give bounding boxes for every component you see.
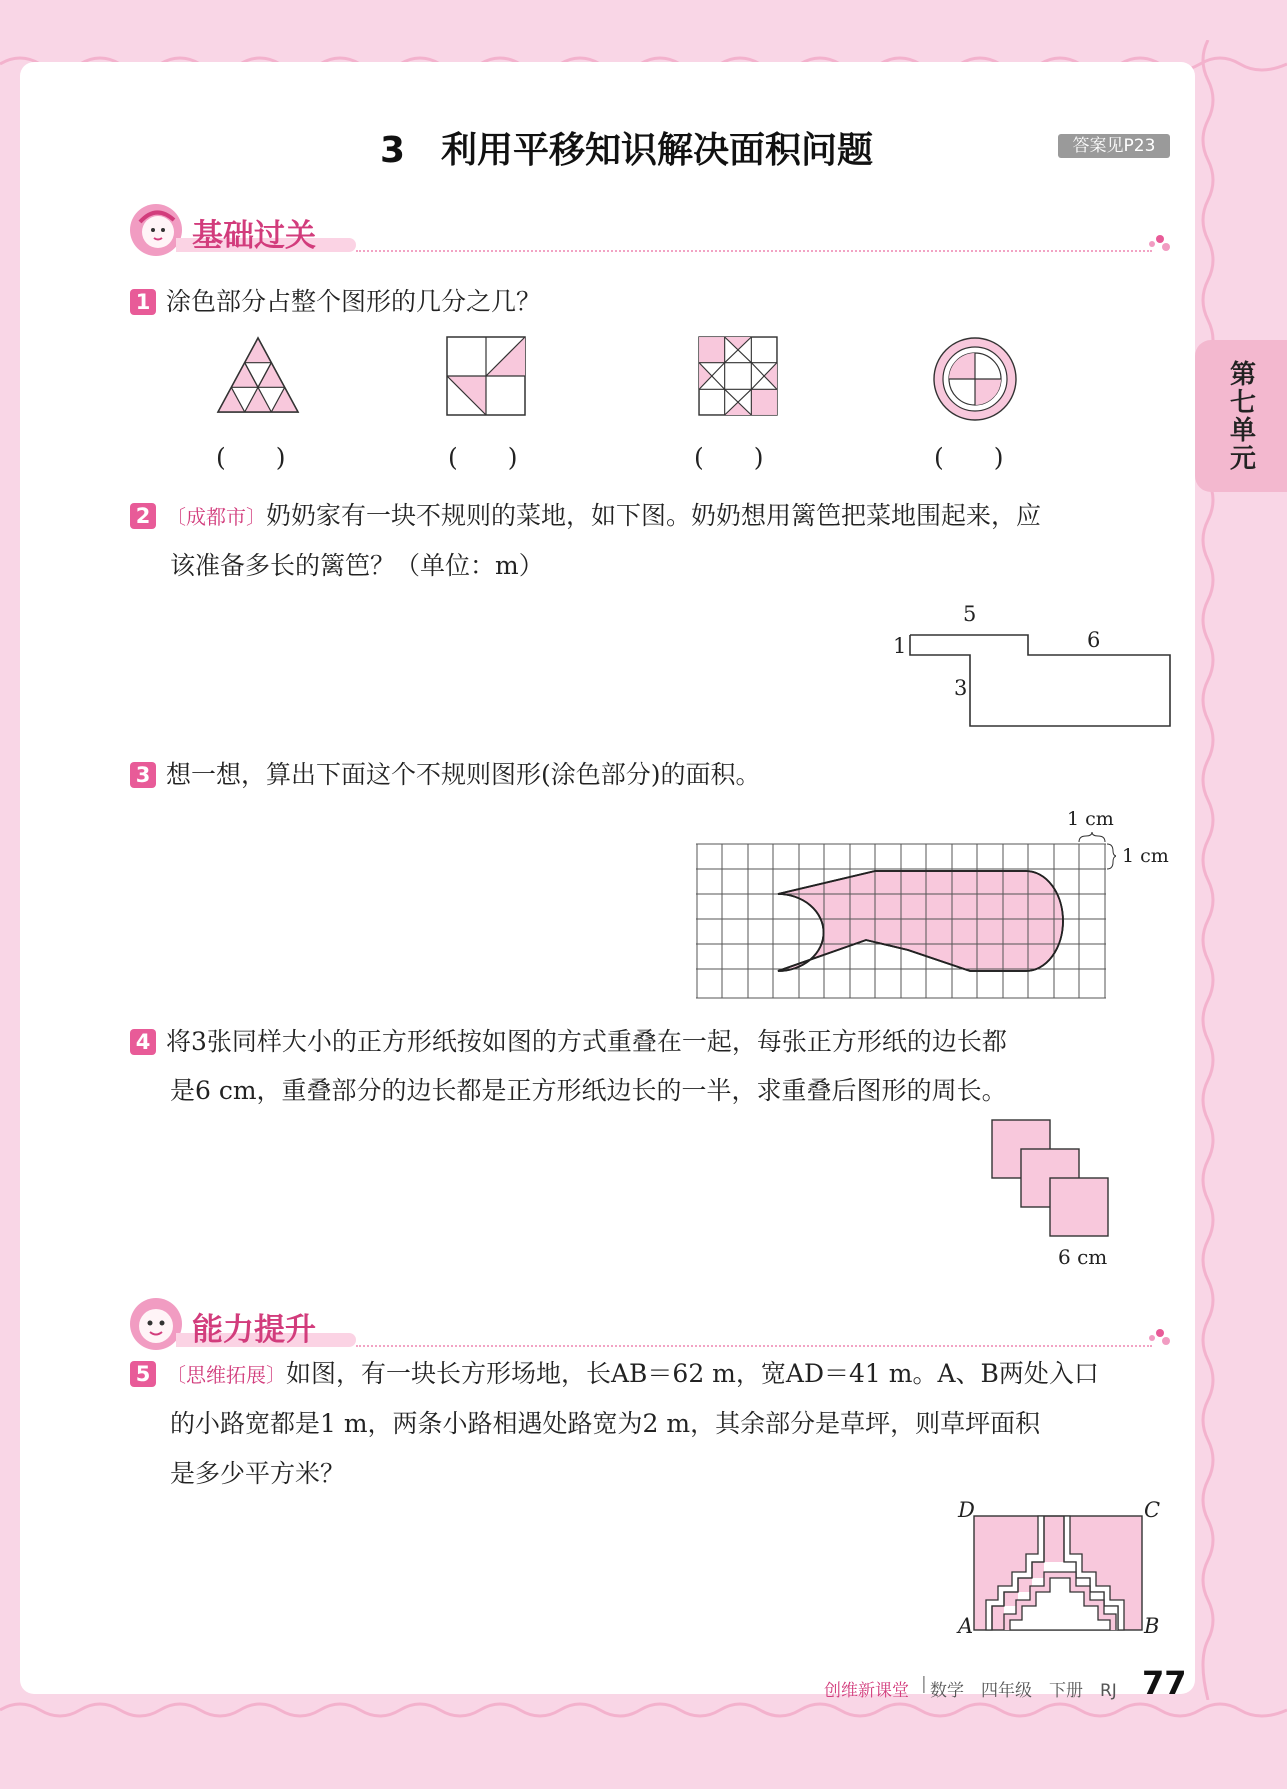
section-heading-basic: 基础过关 (192, 218, 316, 254)
label-vertex-b: B (1144, 1614, 1160, 1638)
vegetable-garden-figure (906, 632, 1172, 728)
unit-tab: 第七单元 (1195, 340, 1287, 492)
question-number: 3 (130, 762, 156, 788)
label-right-top: 6 (1087, 628, 1101, 652)
section-divider (356, 250, 1152, 252)
grid-cross-figure (698, 336, 778, 416)
question-text-line: 是多少平方米？ (170, 1459, 346, 1488)
label-top: 5 (963, 602, 977, 626)
label-vertex-a: A (958, 1614, 974, 1638)
question-text (166, 1349, 1099, 1400)
dots-ornament-icon (1146, 234, 1172, 254)
triangle-figure (216, 336, 300, 414)
page-title: 3 利用平移知识解决面积问题 (380, 130, 874, 171)
answer-blank-3[interactable]: ( ) (694, 443, 764, 472)
question-text-line: 的小路宽都是1 m，两条小路相遇处路宽为2 m，其余部分是草坪，则草坪面积 (170, 1409, 1041, 1438)
question-text: 将3张同样大小的正方形纸按如图的方式重叠在一起，每张正方形纸的边长都 (166, 1027, 1007, 1056)
section-heading-advanced: 能力提升 (192, 1312, 316, 1348)
page-number: 77 (1142, 1664, 1187, 1702)
question-text (166, 491, 1041, 542)
question-text-line: 如图，有一块长方形场地，长AB＝62 m，宽AD＝41 m。A、B两处入口 (286, 1359, 1099, 1388)
concentric-circle-figure (932, 336, 1018, 422)
side-wave-border (1193, 40, 1223, 1700)
question-number: 4 (130, 1029, 156, 1055)
label-left-small: 1 (893, 634, 907, 658)
question-source-tag: 〔成都市〕 (166, 505, 266, 529)
rectangular-field-figure (972, 1514, 1144, 1632)
question-number: 1 (130, 289, 156, 315)
label-vertex-c: C (1144, 1498, 1161, 1522)
question-number: 2 (130, 503, 156, 529)
square-diagonal-figure (446, 336, 526, 416)
label-cell-height: 1 cm (1122, 845, 1169, 867)
section-divider (356, 1345, 1152, 1347)
question-text: 想一想，算出下面这个不规则图形(涂色部分)的面积。 (166, 760, 761, 789)
answer-blank-1[interactable]: ( ) (216, 443, 286, 472)
question-text-line: 该准备多长的篱笆？（单位：m） (170, 551, 544, 580)
label-vertex-d: D (958, 1498, 975, 1522)
question-text: 涂色部分占整个图形的几分之几？ (166, 287, 542, 316)
footer-separator: | (921, 1674, 927, 1694)
label-left-big: 3 (954, 676, 968, 700)
answer-reference-badge: 答案见P23 (1058, 134, 1170, 158)
answer-blank-4[interactable]: ( ) (934, 443, 1004, 472)
question-number: 5 (130, 1361, 156, 1387)
question-text-line: 奶奶家有一块不规则的菜地，如下图。奶奶想用篱笆把菜地围起来，应 (266, 501, 1042, 530)
question-text-line: 是6 cm，重叠部分的边长都是正方形纸边长的一半，求重叠后图形的周长。 (170, 1076, 1007, 1105)
label-cell-width: 1 cm (1067, 808, 1114, 830)
footer-brand: 创维新课堂 (824, 1681, 909, 1701)
label-square-side: 6 cm (1058, 1245, 1108, 1269)
overlapping-squares-figure (990, 1118, 1114, 1240)
question-source-tag: 〔思维拓展〕 (166, 1363, 286, 1387)
answer-blank-2[interactable]: ( ) (448, 443, 518, 472)
footer-info: 数学 四年级 下册 RJ (930, 1681, 1117, 1701)
dots-ornament-icon (1146, 1328, 1172, 1348)
grid-shape-figure (696, 828, 1116, 1000)
